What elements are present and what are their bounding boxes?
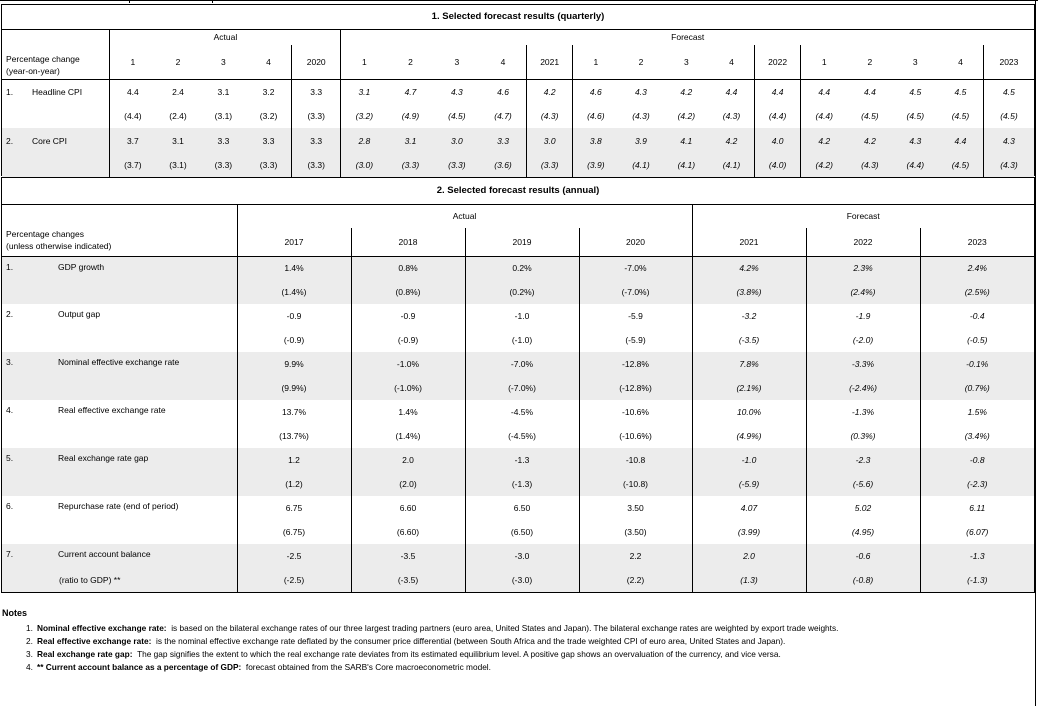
annual-row xyxy=(2,352,1034,376)
annual-value: 5.02 xyxy=(806,496,920,520)
annual-previous-value: (6.60) xyxy=(351,520,465,544)
quarterly-previous-value: (3.3) xyxy=(526,153,572,177)
annual-previous-value: (2.0) xyxy=(351,472,465,496)
quarterly-value: 4.5 xyxy=(909,86,922,97)
note-item xyxy=(26,622,838,635)
annual-table-box xyxy=(1,177,1035,593)
annual-previous-value: (2.5%) xyxy=(920,280,1034,304)
annual-value: 13.7% xyxy=(237,400,351,424)
annual-previous-value: (1.4%) xyxy=(237,280,351,304)
annual-value: 1.4% xyxy=(351,400,465,424)
year-header: 2022 xyxy=(806,228,920,256)
annual-row-previous xyxy=(2,520,1034,544)
annual-previous-value: (-0.8) xyxy=(806,568,920,592)
annual-value: -1.3% xyxy=(806,400,920,424)
annual-value: -10.8 xyxy=(579,448,692,472)
notes-title: Notes xyxy=(2,608,28,618)
quarterly-previous-value: (3.0) xyxy=(341,153,387,177)
quarterly-value: 4.3 xyxy=(635,86,647,97)
annual-value: 2.0 xyxy=(351,448,465,472)
year-header: 2023 xyxy=(920,228,1034,256)
annual-previous-value: (-7.0%) xyxy=(465,376,579,400)
row-label: Real exchange rate gap xyxy=(58,453,149,463)
period-header: 1 xyxy=(801,45,847,79)
annual-previous-value: (0.2%) xyxy=(465,280,579,304)
annual-value: -3.3% xyxy=(806,352,920,376)
year-header: 2018 xyxy=(351,228,465,256)
row-number: 3. xyxy=(6,357,14,367)
quarterly-previous-value: (3.3) xyxy=(434,153,480,177)
quarterly-value: 4.3 xyxy=(983,128,1034,153)
annual-row-previous xyxy=(2,280,1034,304)
period-header: 2 xyxy=(867,56,873,67)
year-header: 2021 xyxy=(692,228,806,256)
quarterly-previous-value: (3.9) xyxy=(573,153,618,177)
top-tick xyxy=(212,0,213,3)
annual-value: -0.9 xyxy=(351,304,465,328)
annual-previous-value: (4.9%) xyxy=(692,424,806,448)
period-header: 4 xyxy=(958,56,963,67)
annual-value: -2.5 xyxy=(237,544,351,568)
quarterly-value: 2.4 xyxy=(172,86,184,97)
annual-row-label xyxy=(2,496,237,520)
annual-value: 1.4% xyxy=(237,256,351,280)
quarterly-value: 3.0 xyxy=(526,128,572,153)
top-tick xyxy=(129,0,130,3)
quarterly-previous-value: (4.5) xyxy=(983,104,1034,128)
annual-value: -5.9 xyxy=(579,304,692,328)
annual-previous-value: (13.7%) xyxy=(237,424,351,448)
annual-row xyxy=(2,304,1034,328)
forecast-group-label: Forecast xyxy=(341,29,1034,45)
annual-table xyxy=(2,178,1034,592)
note-text: is based on the bilateral exchange rates of our three largest trading partners (euro area, United States and Japan). The bilateral exchange rates are weighted by export trade weights. xyxy=(171,623,839,633)
row-label: Headline CPI xyxy=(32,86,83,97)
annual-row-label xyxy=(2,448,237,472)
annual-previous-value: (6.75) xyxy=(237,520,351,544)
quarterly-value: 4.1 xyxy=(664,128,709,153)
quarterly-value: 4.4 xyxy=(725,86,738,97)
annual-row-label xyxy=(2,400,237,424)
quarterly-previous-value: (4.5) xyxy=(938,153,983,177)
annual-value: -3.5 xyxy=(351,544,465,568)
annual-previous-value: (-10.6%) xyxy=(579,424,692,448)
annual-previous-value: (-3.5) xyxy=(351,568,465,592)
quarterly-value: 4.3 xyxy=(893,128,938,153)
annual-value: 4.2% xyxy=(692,256,806,280)
quarterly-previous-value: (4.5) xyxy=(951,111,970,121)
annual-previous-value: (-5.9) xyxy=(579,328,692,352)
note-item xyxy=(26,635,838,648)
annual-previous-value: (-3.0) xyxy=(465,568,579,592)
quarterly-value: 4.0 xyxy=(754,128,800,153)
annual-value: -10.6% xyxy=(579,400,692,424)
note-item xyxy=(26,661,838,674)
quarterly-value: 3.8 xyxy=(573,128,618,153)
annual-value: 1.2 xyxy=(237,448,351,472)
annual-previous-value: (-0.9) xyxy=(237,328,351,352)
annual-value: -1.3 xyxy=(920,544,1034,568)
annual-row-label xyxy=(2,256,237,280)
annual-previous-value: (-2.3) xyxy=(920,472,1034,496)
period-header: 4 xyxy=(266,56,271,67)
row-number: 2. xyxy=(6,135,14,146)
note-term: Real exchange rate gap: xyxy=(37,649,133,659)
annual-row-label xyxy=(2,352,237,376)
annual-row-sublabel xyxy=(2,424,237,448)
annual-value: -1.9 xyxy=(806,304,920,328)
row-label: Output gap xyxy=(58,309,101,319)
annual-value: 6.50 xyxy=(465,496,579,520)
note-number: 3. xyxy=(26,649,33,659)
quarterly-previous-value: (3.3) xyxy=(291,104,340,128)
quarterly-previous-value: (4.5) xyxy=(448,111,466,121)
annual-previous-value: (-5.9) xyxy=(692,472,806,496)
annual-value: 2.3% xyxy=(806,256,920,280)
period-header: 1 xyxy=(573,45,618,79)
quarterly-previous-value: (4.3) xyxy=(847,153,892,177)
quarterly-value: 3.3 xyxy=(201,128,246,153)
quarterly-value: 4.3 xyxy=(450,86,463,97)
annual-value: -7.0% xyxy=(579,256,692,280)
row-label: GDP growth xyxy=(58,261,105,272)
note-text: forecast obtained from the SARB's Core macroeconometric model. xyxy=(245,662,491,672)
note-term: Real effective exchange rate: xyxy=(37,636,152,646)
note-term: ** Current account balance as a percentage of GDP: xyxy=(37,662,242,672)
annual-value: -3.0 xyxy=(465,544,579,568)
quarterly-value: 4.6 xyxy=(573,79,618,104)
period-header: 4 xyxy=(500,56,506,67)
quarterly-previous-value: (3.3) xyxy=(291,153,340,177)
quarterly-value: 4.4 xyxy=(801,79,847,104)
quarterly-previous-value: (4.3) xyxy=(983,153,1034,177)
annual-value: -0.8 xyxy=(920,448,1034,472)
quarterly-value: 2.8 xyxy=(341,128,387,153)
annual-previous-value: (-10.8) xyxy=(579,472,692,496)
period-header: 4 xyxy=(729,56,734,67)
note-text: is the nominal effective exchange rate deflated by the consumer price differential (between South Africa and the trade weighted CPI of euro area, United States and Japan). xyxy=(156,636,786,646)
annual-row xyxy=(2,496,1034,520)
annual-value: 2.0 xyxy=(692,544,806,568)
quarterly-previous-value: (4.4) xyxy=(801,104,847,128)
annual-row-previous xyxy=(2,328,1034,352)
quarterly-value: 4.4 xyxy=(938,128,983,153)
row-label: Current account balance xyxy=(58,549,151,559)
annual-row xyxy=(2,448,1034,472)
period-header: 3 xyxy=(454,56,460,67)
quarterly-value: 3.3 xyxy=(246,128,291,153)
quarterly-value: 3.0 xyxy=(434,128,480,153)
annual-value: 1.5% xyxy=(920,400,1034,424)
quarterly-value: 4.5 xyxy=(954,86,967,97)
quarterly-value: 4.2 xyxy=(526,79,572,104)
quarterly-value: 3.7 xyxy=(110,128,155,153)
annual-previous-value: (3.8%) xyxy=(692,280,806,304)
annual-value: 6.60 xyxy=(351,496,465,520)
quarterly-value: 3.1 xyxy=(387,128,433,153)
notes-list xyxy=(26,622,838,674)
quarterly-row xyxy=(2,79,1034,104)
annual-row-previous xyxy=(2,568,1034,592)
annual-row-previous xyxy=(2,424,1034,448)
annual-value: 9.9% xyxy=(237,352,351,376)
note-item xyxy=(26,648,838,661)
quarterly-previous-value: (4.5) xyxy=(861,111,879,121)
quarterly-value: 3.1 xyxy=(155,128,200,153)
period-header: 2022 xyxy=(754,45,800,79)
quarterly-value: 3.2 xyxy=(262,86,275,97)
annual-previous-value: (-4.5%) xyxy=(465,424,579,448)
quarterly-row-label-blank xyxy=(2,104,110,128)
row-label: Repurchase rate (end of period) xyxy=(58,501,179,511)
annual-value: -1.0 xyxy=(465,304,579,328)
annual-value: 6.11 xyxy=(920,496,1034,520)
annual-value: 10.0% xyxy=(692,400,806,424)
annual-forecast-label: Forecast xyxy=(692,204,1034,228)
annual-previous-value: (0.3%) xyxy=(806,424,920,448)
quarterly-previous-value: (4.6) xyxy=(573,104,618,128)
annual-previous-value: (1.3) xyxy=(692,568,806,592)
annual-row-label xyxy=(2,544,237,568)
quarterly-row-label xyxy=(2,128,110,153)
annual-value: -4.5% xyxy=(465,400,579,424)
quarterly-row-label xyxy=(2,79,110,104)
quarterly-previous-value: (4.3) xyxy=(632,111,650,121)
annual-value: -0.4 xyxy=(920,304,1034,328)
annual-table-title: 2. Selected forecast results (annual) xyxy=(2,178,1034,204)
period-header: 2 xyxy=(175,56,181,67)
quarterly-row-previous xyxy=(2,104,1034,128)
row-label: Nominal effective exchange rate xyxy=(58,357,180,367)
quarterly-previous-value: (3.1) xyxy=(155,153,200,177)
quarterly-table-box xyxy=(1,4,1035,176)
annual-previous-value: (3.4%) xyxy=(920,424,1034,448)
quarterly-row-label-blank xyxy=(2,153,110,177)
annual-previous-value: (-2.4%) xyxy=(806,376,920,400)
annual-value: -7.0% xyxy=(465,352,579,376)
annual-value: -0.6 xyxy=(806,544,920,568)
annual-value: -2.3 xyxy=(806,448,920,472)
quarterly-value: 4.4 xyxy=(110,79,155,104)
annual-previous-value: (2.1%) xyxy=(692,376,806,400)
row-label: Real effective exchange rate xyxy=(58,405,166,415)
quarterly-value: 4.2 xyxy=(801,128,847,153)
annual-previous-value: (0.7%) xyxy=(920,376,1034,400)
page-right-border xyxy=(1035,0,1036,706)
row-number: 4. xyxy=(6,405,14,415)
quarterly-value: 4.4 xyxy=(754,79,800,104)
quarterly-previous-value: (3.3) xyxy=(201,153,246,177)
annual-row-sublabel xyxy=(2,280,237,304)
annual-previous-value: (1.2) xyxy=(237,472,351,496)
top-border xyxy=(0,0,1038,3)
annual-value: 7.8% xyxy=(692,352,806,376)
period-header: 3 xyxy=(221,56,226,67)
annual-previous-value: (-5.6) xyxy=(806,472,920,496)
quarterly-previous-value: (4.4) xyxy=(893,153,938,177)
quarterly-previous-value: (2.4) xyxy=(169,111,187,121)
quarterly-previous-value: (4.3) xyxy=(722,111,741,121)
annual-previous-value: (1.4%) xyxy=(351,424,465,448)
quarterly-previous-value: (3.6) xyxy=(480,153,526,177)
quarterly-previous-value: (4.1) xyxy=(664,153,709,177)
annual-row-sublabel: (ratio to GDP) ** xyxy=(2,568,237,592)
quarterly-previous-value: (4.0) xyxy=(754,153,800,177)
row-label: Core CPI xyxy=(32,135,67,146)
quarterly-previous-value: (4.7) xyxy=(494,111,512,121)
annual-row-sublabel xyxy=(2,520,237,544)
quarterly-previous-value: (4.5) xyxy=(906,111,925,121)
quarterly-previous-value: (4.3) xyxy=(526,104,572,128)
annual-value: -1.0% xyxy=(351,352,465,376)
quarterly-previous-value: (3.3) xyxy=(246,153,291,177)
quarterly-value: 3.9 xyxy=(618,128,663,153)
quarterly-value: 4.2 xyxy=(709,128,754,153)
note-number: 4. xyxy=(26,662,33,672)
quarterly-row xyxy=(2,128,1034,153)
quarterly-value: 3.3 xyxy=(291,128,340,153)
quarterly-value: 4.2 xyxy=(847,128,892,153)
annual-value: -12.8% xyxy=(579,352,692,376)
annual-previous-value: (3.50) xyxy=(579,520,692,544)
annual-row-previous xyxy=(2,472,1034,496)
period-header: 2023 xyxy=(983,45,1034,79)
year-header: 2019 xyxy=(465,228,579,256)
quarterly-previous-value: (4.2) xyxy=(801,153,847,177)
period-header: 3 xyxy=(912,56,918,67)
annual-previous-value: (2.4%) xyxy=(806,280,920,304)
annual-value: -1.3 xyxy=(465,448,579,472)
annual-row-previous xyxy=(2,376,1034,400)
quarterly-table-title: 1. Selected forecast results (quarterly) xyxy=(2,5,1034,29)
period-header: 1 xyxy=(110,45,155,79)
row-number: 2. xyxy=(6,309,14,319)
annual-value: 2.2 xyxy=(579,544,692,568)
quarterly-previous-value: (3.1) xyxy=(214,111,233,121)
quarterly-value: 3.1 xyxy=(217,86,230,97)
annual-previous-value: (-1.3) xyxy=(920,568,1034,592)
quarterly-previous-value: (3.2) xyxy=(341,104,387,128)
quarterly-value: 4.5 xyxy=(983,79,1034,104)
quarterly-previous-value: (4.4) xyxy=(110,104,155,128)
annual-previous-value: (2.2) xyxy=(579,568,692,592)
quarterly-previous-value: (4.1) xyxy=(709,153,754,177)
annual-previous-value: (-0.9) xyxy=(351,328,465,352)
annual-previous-value: (9.9%) xyxy=(237,376,351,400)
quarterly-value: 3.3 xyxy=(291,79,340,104)
annual-previous-value: (-3.5) xyxy=(692,328,806,352)
annual-row-sublabel xyxy=(2,328,237,352)
period-header: 3 xyxy=(683,56,689,67)
annual-value: 4.07 xyxy=(692,496,806,520)
annual-previous-value: (-0.5) xyxy=(920,328,1034,352)
annual-value: 0.8% xyxy=(351,256,465,280)
annual-row xyxy=(2,544,1034,568)
period-header: 2020 xyxy=(291,45,340,79)
period-header: 2 xyxy=(408,56,413,67)
annual-row-label xyxy=(2,304,237,328)
annual-value: 0.2% xyxy=(465,256,579,280)
quarterly-previous-value: (4.2) xyxy=(677,111,696,121)
quarterly-previous-value: (3.7) xyxy=(110,153,155,177)
quarterly-previous-value: (3.2) xyxy=(259,111,278,121)
annual-previous-value: (6.07) xyxy=(920,520,1034,544)
annual-row-sublabel xyxy=(2,376,237,400)
annual-value: 6.75 xyxy=(237,496,351,520)
annual-value: -0.9 xyxy=(237,304,351,328)
annual-value: -1.0 xyxy=(692,448,806,472)
annual-row xyxy=(2,256,1034,280)
note-text: The gap signifies the extent to which the real exchange rate deviates from its estimated equilibrium level. A positive gap shows an overvaluation of the currency, and vice versa. xyxy=(137,649,781,659)
row-number: 1. xyxy=(6,86,14,97)
quarterly-header-label: Percentage change (year-on-year) xyxy=(6,53,80,76)
quarterly-row-previous xyxy=(2,153,1034,177)
row-number: 1. xyxy=(6,261,14,272)
quarterly-previous-value: (4.1) xyxy=(618,153,663,177)
quarterly-value: 4.2 xyxy=(680,86,693,97)
annual-previous-value: (-1.3) xyxy=(465,472,579,496)
annual-value: -3.2 xyxy=(692,304,806,328)
annual-previous-value: (-7.0%) xyxy=(579,280,692,304)
annual-value: 3.50 xyxy=(579,496,692,520)
actual-group-label: Actual xyxy=(110,29,341,45)
quarterly-value: 4.4 xyxy=(863,86,876,97)
annual-previous-value: (4.95) xyxy=(806,520,920,544)
quarterly-previous-value: (4.9) xyxy=(401,111,420,121)
note-term: Nominal effective exchange rate: xyxy=(37,623,167,633)
annual-value: -0.1% xyxy=(920,352,1034,376)
annual-previous-value: (-1.0) xyxy=(465,328,579,352)
row-number: 7. xyxy=(6,549,14,559)
annual-previous-value: (3.99) xyxy=(692,520,806,544)
period-header: 1 xyxy=(341,45,387,79)
annual-row xyxy=(2,400,1034,424)
annual-header-label: Percentage changes (unless otherwise indicated) xyxy=(6,228,112,251)
annual-previous-value: (-12.8%) xyxy=(579,376,692,400)
annual-row-sublabel xyxy=(2,472,237,496)
annual-previous-value: (-1.0%) xyxy=(351,376,465,400)
quarterly-value: 4.6 xyxy=(497,86,509,97)
note-number: 1. xyxy=(26,623,33,633)
quarterly-value: 4.7 xyxy=(404,86,417,97)
row-number: 6. xyxy=(6,501,14,511)
quarterly-table xyxy=(2,5,1034,177)
quarterly-value: 3.3 xyxy=(480,128,526,153)
annual-value: 2.4% xyxy=(920,256,1034,280)
period-header: 2021 xyxy=(526,45,572,79)
quarterly-previous-value: (3.3) xyxy=(387,153,433,177)
annual-previous-value: (-2.0) xyxy=(806,328,920,352)
period-header: 2 xyxy=(638,56,644,67)
year-header: 2017 xyxy=(237,228,351,256)
quarterly-previous-value: (4.4) xyxy=(754,104,800,128)
annual-actual-label: Actual xyxy=(237,204,692,228)
note-number: 2. xyxy=(26,636,33,646)
year-header: 2020 xyxy=(579,228,692,256)
annual-previous-value: (0.8%) xyxy=(351,280,465,304)
annual-previous-value: (6.50) xyxy=(465,520,579,544)
quarterly-value: 3.1 xyxy=(341,79,387,104)
row-number: 5. xyxy=(6,453,14,463)
annual-previous-value: (-2.5) xyxy=(237,568,351,592)
